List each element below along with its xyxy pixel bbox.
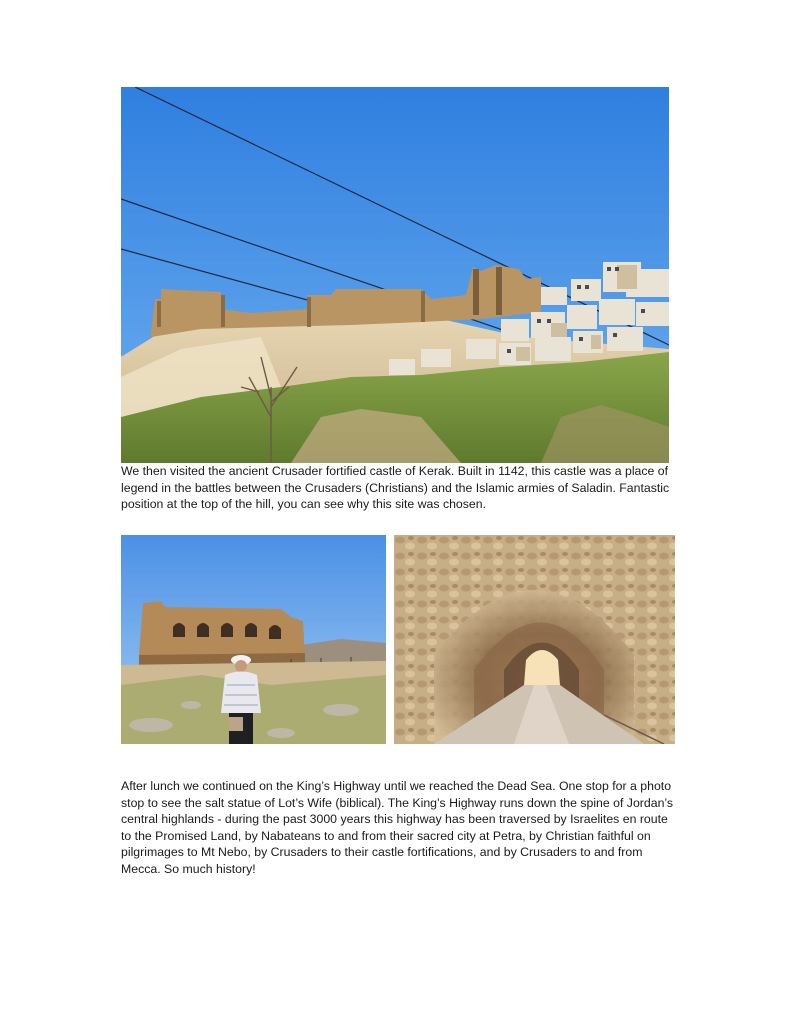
paragraph-kerak-castle: We then visited the ancient Crusader fortified castle of Kerak. Built in 1142, this castle was a place of legend in the battles between the Crusaders (Christians) and the Islamic armies of Saladin. Fantastic position at the top of the hill, you can see why this site was chosen. xyxy=(121,464,670,512)
paragraph-kings-highway: After lunch we continued on the King’s Highway until we reached the Dead Sea. One stop for a photo stop to see the salt statue of Lot’s Wife (biblical). The King’s Highway runs down the spine of Jordan’s central highlands - during the past 3000 years this highway has been traversed by Israelites en route to the Promised Land, by Nabateans to and from their sacred city at Petra, by Christian faithful on pilgrimages to Mt Nebo, by Crusaders to their castle fortifications, and by Crusaders to and from Mecca. So much history! xyxy=(121,779,674,876)
castle-ruins-photo xyxy=(121,535,386,744)
kerak-castle-photo xyxy=(121,87,669,463)
castle-tunnel-photo xyxy=(394,535,675,744)
